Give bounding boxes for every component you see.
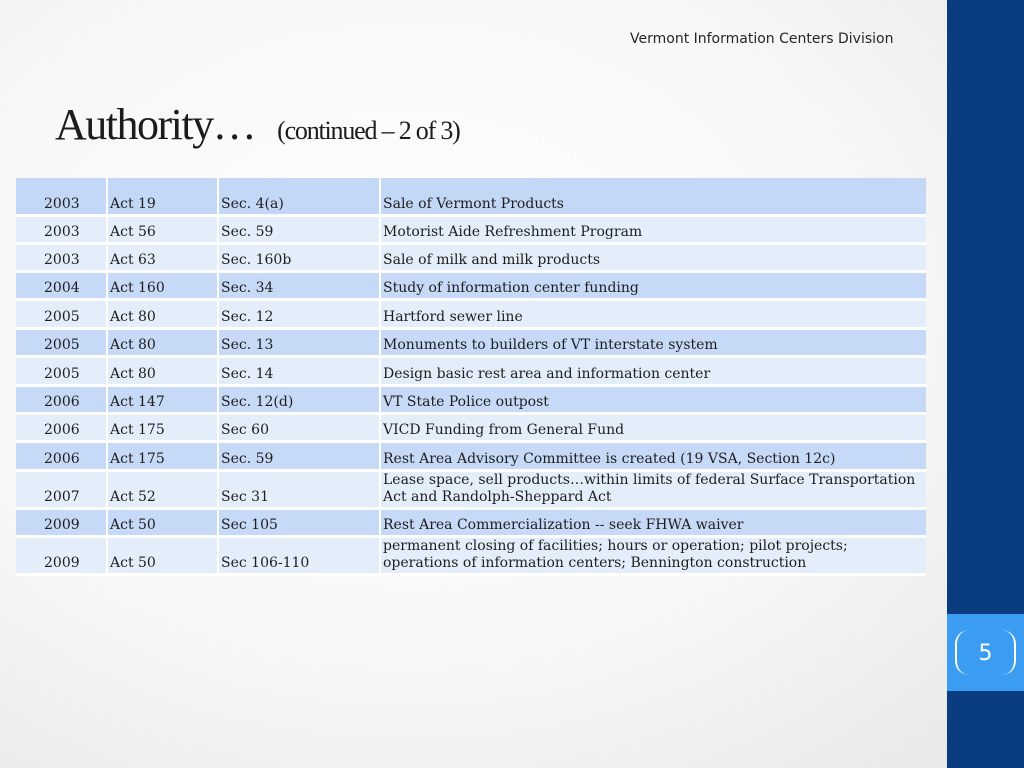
section-cell: Sec 106-110 [218, 536, 380, 574]
year-cell: 2003 [16, 215, 107, 243]
section-cell: Sec. 4(a) [218, 178, 380, 215]
year-cell: 2006 [16, 385, 107, 413]
act-cell: Act 80 [107, 356, 218, 385]
year-cell: 2006 [16, 413, 107, 441]
authority-table [16, 178, 926, 576]
slide-title-block [55, 99, 460, 150]
table-row [16, 470, 926, 508]
table-row [16, 271, 926, 299]
description-cell: Study of information center funding [380, 271, 926, 299]
table-row [16, 328, 926, 356]
page-number: 5 [978, 641, 993, 666]
year-cell: 2005 [16, 356, 107, 385]
act-cell: Act 80 [107, 299, 218, 328]
table-row [16, 215, 926, 243]
act-cell: Act 147 [107, 385, 218, 413]
act-cell: Act 160 [107, 271, 218, 299]
section-cell: Sec. 34 [218, 271, 380, 299]
act-cell: Act 175 [107, 413, 218, 441]
description-cell: Rest Area Advisory Committee is created (19 VSA, Section 12c) [380, 441, 926, 470]
description-cell: Hartford sewer line [380, 299, 926, 328]
year-cell: 2006 [16, 441, 107, 470]
table-row [16, 385, 926, 413]
year-cell: 2009 [16, 536, 107, 574]
act-cell: Act 52 [107, 470, 218, 508]
act-cell: Act 19 [107, 178, 218, 215]
table-row [16, 441, 926, 470]
table-row [16, 243, 926, 271]
year-cell: 2009 [16, 508, 107, 536]
table-row [16, 178, 926, 215]
section-cell: Sec 60 [218, 413, 380, 441]
act-cell: Act 50 [107, 536, 218, 574]
act-cell: Act 175 [107, 441, 218, 470]
description-cell: Motorist Aide Refreshment Program [380, 215, 926, 243]
table-row [16, 413, 926, 441]
table-row [16, 536, 926, 574]
year-cell: 2005 [16, 299, 107, 328]
table-row [16, 508, 926, 536]
description-cell: Sale of milk and milk products [380, 243, 926, 271]
section-cell: Sec. 14 [218, 356, 380, 385]
slide-subtitle: (continued – 2 of 3) [277, 116, 460, 145]
year-cell: 2003 [16, 178, 107, 215]
section-cell: Sec 31 [218, 470, 380, 508]
description-cell: permanent closing of facilities; hours or operation; pilot projects; operations of information centers; Bennington construction [380, 536, 926, 574]
act-cell: Act 50 [107, 508, 218, 536]
description-cell: Design basic rest area and information center [380, 356, 926, 385]
year-cell: 2005 [16, 328, 107, 356]
section-cell: Sec 105 [218, 508, 380, 536]
year-cell: 2007 [16, 470, 107, 508]
description-cell: Rest Area Commercialization -- seek FHWA waiver [380, 508, 926, 536]
section-cell: Sec. 12(d) [218, 385, 380, 413]
year-cell: 2003 [16, 243, 107, 271]
description-cell: VT State Police outpost [380, 385, 926, 413]
table-row [16, 299, 926, 328]
year-cell: 2004 [16, 271, 107, 299]
page-number-box [947, 614, 1024, 691]
description-cell: VICD Funding from General Fund [380, 413, 926, 441]
section-cell: Sec. 13 [218, 328, 380, 356]
act-cell: Act 63 [107, 243, 218, 271]
section-cell: Sec. 59 [218, 441, 380, 470]
slide-title: Authority… [55, 100, 256, 149]
section-cell: Sec. 12 [218, 299, 380, 328]
section-cell: Sec. 59 [218, 215, 380, 243]
act-cell: Act 80 [107, 328, 218, 356]
act-cell: Act 56 [107, 215, 218, 243]
description-cell: Sale of Vermont Products [380, 178, 926, 215]
section-cell: Sec. 160b [218, 243, 380, 271]
description-cell: Lease space, sell products…within limits of federal Surface Transportation Act and Randolph-Sheppard Act [380, 470, 926, 508]
table-row [16, 356, 926, 385]
header-org-name: Vermont Information Centers Division [630, 31, 894, 47]
description-cell: Monuments to builders of VT interstate system [380, 328, 926, 356]
